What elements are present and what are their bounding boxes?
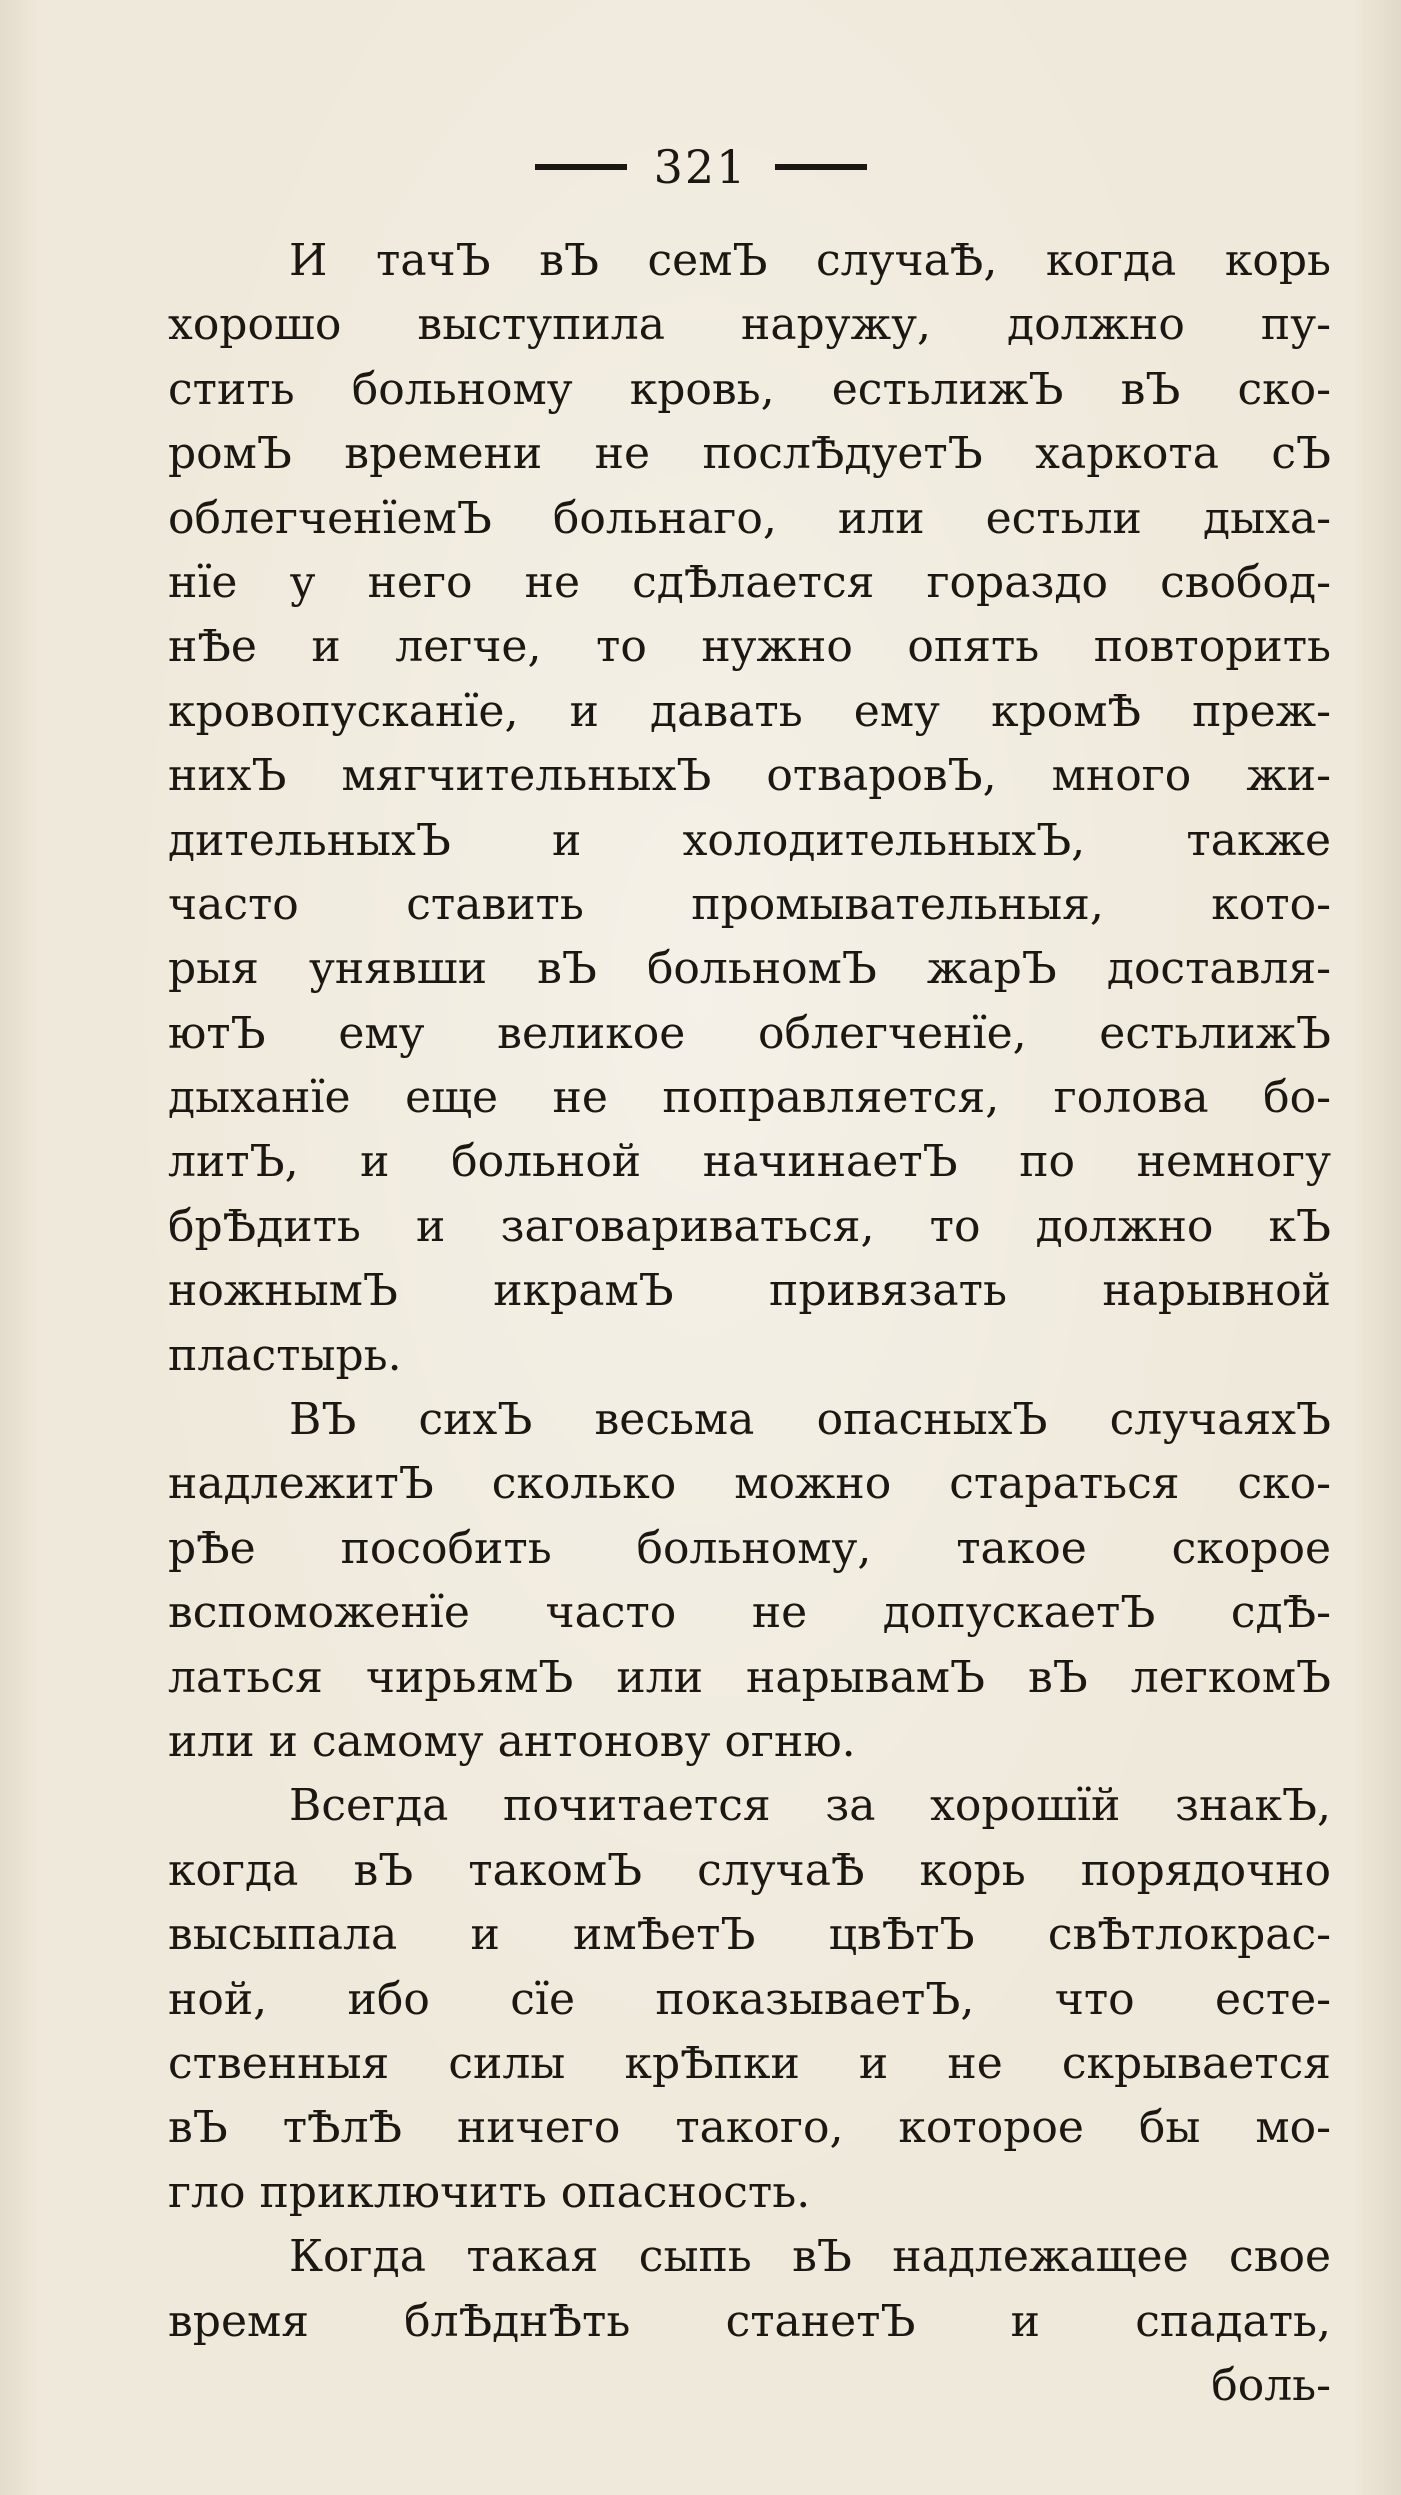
text-line: хорошо выступила наружу, должно пу-: [168, 299, 1331, 351]
text-line: часто ставить промывательныя, кото-: [168, 878, 1331, 930]
text-line: дыханїе еще не поправляется, голова бо-: [168, 1072, 1331, 1124]
text-line: рѢе пособить больному, такое скорое: [168, 1522, 1331, 1574]
text-line: брѢдить и заговариваться, то должно кЪ: [168, 1200, 1331, 1252]
text-line: ственныя силы крѢпки и не скрывается: [168, 2037, 1331, 2089]
right-dash: [775, 164, 867, 170]
text-line: нихЪ мягчительныхЪ отваровЪ, много жи-: [168, 750, 1331, 802]
text-line: гло приключить опасность.: [168, 2166, 811, 2218]
text-line: дительныхЪ и холодительныхЪ, также: [168, 814, 1331, 866]
text-line: когда вЪ такомЪ случаѢ корь порядочно: [168, 1844, 1331, 1896]
text-line: Когда такая сыпь вЪ надлежащее свое: [289, 2231, 1331, 2283]
text-line: вЪ тѢлѢ ничего такого, которое бы мо-: [168, 2102, 1331, 2154]
text-line: надлежитЪ сколько можно стараться ско-: [168, 1458, 1331, 1510]
text-line: литЪ, и больной начинаетЪ по немногу: [168, 1136, 1331, 1188]
text-line: время блѢднѢть станетЪ и спадать,: [168, 2295, 1331, 2347]
text-line: пластырь.: [168, 1329, 402, 1381]
body-text: [168, 229, 1331, 2418]
page-number: 321: [653, 140, 748, 194]
page-header: [0, 140, 1401, 200]
text-line: нїе у него не сдѢлается гораздо свобод-: [168, 556, 1331, 608]
text-line: Всегда почитается за хорошїй знакЪ,: [289, 1780, 1331, 1832]
text-line: И тачЪ вЪ семЪ случаѢ, когда корь: [289, 235, 1331, 286]
text-line: облегченїемЪ больнаго, или естьли дыха-: [168, 492, 1331, 544]
left-dash: [535, 164, 627, 170]
text-line: высыпала и имѢетЪ цвѢтЪ свѢтлокрас-: [168, 1909, 1331, 1961]
text-line: или и самому антонову огню.: [168, 1715, 856, 1767]
text-line: ножнымЪ икрамЪ привязать нарывной: [168, 1265, 1331, 1317]
text-line: стить больному кровь, естьлижЪ вЪ ско-: [168, 363, 1331, 415]
text-line: ВЪ сихЪ весьма опасныхЪ случаяхЪ: [289, 1394, 1331, 1446]
text-line: кровопусканїе, и давать ему кромѢ преж-: [168, 685, 1331, 737]
text-line: рыя унявши вЪ больномЪ жарЪ доставля-: [168, 943, 1331, 995]
text-line: вспоможенїе часто не допускаетЪ сдѢ-: [168, 1587, 1331, 1639]
text-line: ютЪ ему великое облегченїе, естьлижЪ: [168, 1007, 1331, 1059]
text-line: ромЪ времени не послѢдуетЪ харкота сЪ: [168, 428, 1331, 480]
catchword: боль-: [1211, 2359, 1331, 2411]
text-line: латься чирьямЪ или нарывамЪ вЪ легкомЪ: [168, 1651, 1331, 1703]
text-line: ной, ибо сїе показываетЪ, что есте-: [168, 1973, 1331, 2025]
text-line: нѢе и легче, то нужно опять повторить: [168, 621, 1331, 673]
